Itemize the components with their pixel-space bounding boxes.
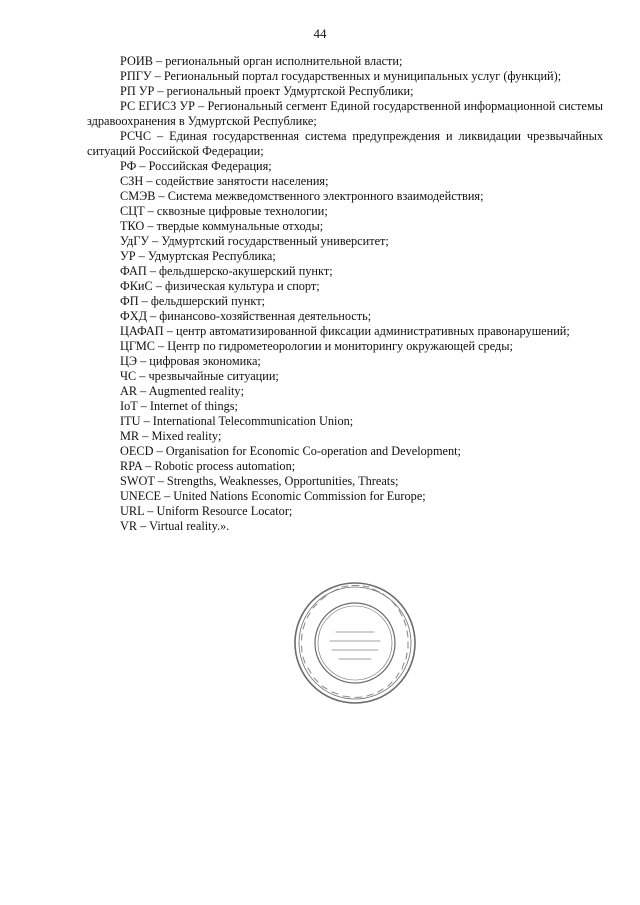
abbreviation-term: ФАП	[120, 264, 147, 278]
abbreviation-separator: –	[146, 309, 160, 323]
abbreviation-separator: –	[144, 219, 157, 233]
abbreviation-term: СЦТ	[120, 204, 145, 218]
abbreviation-definition: Mixed reality;	[151, 429, 222, 443]
abbreviation-definition: Удмуртский государственный университет;	[161, 234, 389, 248]
abbreviation-definition: Robotic process automation;	[154, 459, 296, 473]
abbreviation-term: ФКиС	[120, 279, 153, 293]
abbreviation-term: UNECE	[120, 489, 161, 503]
abbreviation-definition: региональный проект Удмуртской Республики;	[166, 84, 414, 98]
abbreviation-definition: Единая государственная система предупреждения и ликвидации чрезвычайных ситуаций Российской Федерации;	[87, 129, 604, 158]
abbreviation-definition: Региональный портал государственных и муниципальных услуг (функций);	[163, 69, 562, 83]
abbreviation-separator: –	[161, 489, 174, 503]
abbreviation-definition: Augmented reality;	[148, 384, 244, 398]
abbreviation-term: IoT	[120, 399, 138, 413]
abbreviation-term: VR	[120, 519, 138, 533]
abbreviation-term: AR	[120, 384, 138, 398]
abbreviation-definition: Центр по гидрометеорологии и мониторингу окружающей среды;	[167, 339, 513, 353]
abbreviation-term: ЧС	[120, 369, 137, 383]
abbreviation-separator: –	[138, 294, 151, 308]
abbreviation-definition: региональный орган исполнительной власти;	[165, 54, 403, 68]
abbreviation-separator: –	[149, 234, 162, 248]
abbreviation-item	[87, 54, 603, 69]
abbreviation-term: РП УР	[120, 84, 155, 98]
abbreviation-separator: –	[136, 369, 149, 383]
abbreviation-term: RPA	[120, 459, 143, 473]
abbreviation-separator: –	[151, 129, 170, 143]
abbreviation-separator: –	[153, 444, 166, 458]
abbreviation-term: УдГУ	[120, 234, 150, 248]
abbreviation-separator: –	[144, 504, 157, 518]
abbreviation-separator: –	[146, 264, 159, 278]
abbreviation-item	[87, 219, 603, 234]
abbreviation-item	[87, 444, 603, 459]
abbreviation-definition: содействие занятости населения;	[155, 174, 329, 188]
abbreviation-definition: цифровая экономика;	[149, 354, 261, 368]
abbreviation-item	[87, 504, 603, 519]
abbreviation-item	[87, 489, 603, 504]
abbreviation-item	[87, 414, 603, 429]
abbreviation-item	[87, 264, 603, 279]
abbreviation-item	[87, 129, 603, 159]
abbreviation-term: ITU	[120, 414, 141, 428]
abbreviation-separator: –	[144, 204, 157, 218]
abbreviation-definition: Региональный сегмент Единой государственной информационной системы здравоохранения в Удмуртской Республике;	[87, 99, 604, 128]
abbreviation-definition: фельдшерский пункт;	[150, 294, 265, 308]
abbreviation-term: SWOT	[120, 474, 155, 488]
abbreviation-separator: –	[140, 414, 153, 428]
abbreviation-item	[87, 189, 603, 204]
abbreviation-separator: –	[139, 429, 152, 443]
abbreviation-separator: –	[136, 159, 149, 173]
abbreviation-item	[87, 354, 603, 369]
abbreviation-separator: –	[137, 519, 150, 533]
abbreviation-item	[87, 69, 603, 84]
abbreviation-separator: –	[137, 384, 149, 398]
abbreviation-definition: финансово-хозяйственная деятельность;	[159, 309, 372, 323]
abbreviation-separator: –	[152, 54, 166, 68]
abbreviation-term: РОИВ	[120, 54, 153, 68]
abbreviation-term: СМЭВ	[120, 189, 156, 203]
abbreviation-item	[87, 84, 603, 99]
abbreviation-term: OECD	[120, 444, 154, 458]
abbreviation-item	[87, 234, 603, 249]
abbreviation-definition: физическая культура и спорт;	[165, 279, 320, 293]
abbreviation-separator: –	[163, 324, 176, 338]
abbreviation-definition: International Telecommunication Union;	[152, 414, 354, 428]
abbreviation-separator: –	[137, 399, 150, 413]
abbreviation-item	[87, 519, 603, 534]
abbreviation-separator: –	[155, 189, 168, 203]
abbreviation-separator: –	[152, 279, 165, 293]
abbreviation-definition: сквозные цифровые технологии;	[156, 204, 328, 218]
abbreviation-item	[87, 459, 603, 474]
abbreviation-item	[87, 204, 603, 219]
abbreviation-term: РС ЕГИСЗ УР	[120, 99, 195, 113]
page-number: 44	[313, 26, 327, 41]
abbreviation-term: ЦГМС	[120, 339, 155, 353]
abbreviation-item	[87, 99, 603, 129]
abbreviation-item	[87, 159, 603, 174]
abbreviation-separator: –	[154, 339, 168, 353]
abbreviation-item	[87, 339, 603, 354]
round-seal-icon	[292, 580, 418, 706]
abbreviation-term: ФХД	[120, 309, 147, 323]
abbreviation-definition: United Nations Economic Commission for Europe;	[173, 489, 426, 503]
abbreviation-term: URL	[120, 504, 145, 518]
abbreviation-definition: чрезвычайные ситуации;	[148, 369, 279, 383]
abbreviation-item	[87, 294, 603, 309]
abbreviation-separator: –	[143, 174, 156, 188]
abbreviation-item	[87, 369, 603, 384]
abbreviation-term: ТКО	[120, 219, 145, 233]
abbreviation-definition: Uniform Resource Locator;	[156, 504, 293, 518]
abbreviation-definition: фельдшерско-акушерский пункт;	[159, 264, 333, 278]
abbreviation-definition: центр автоматизированной фиксации административных правонарушений;	[175, 324, 570, 338]
abbreviation-item	[87, 249, 603, 264]
abbreviation-term: РФ	[120, 159, 137, 173]
abbreviation-definition: Organisation for Economic Co-operation and Development;	[165, 444, 461, 458]
abbreviation-item	[87, 474, 603, 489]
abbreviation-separator: –	[142, 459, 155, 473]
abbreviation-term: MR	[120, 429, 140, 443]
abbreviation-item	[87, 309, 603, 324]
abbreviation-definition: Internet of things;	[149, 399, 238, 413]
abbreviation-definition: Strengths, Weaknesses, Opportunities, Threats;	[166, 474, 399, 488]
abbreviation-separator: –	[137, 354, 150, 368]
abbreviation-definition: Российская Федерация;	[148, 159, 272, 173]
abbreviation-definition: Virtual reality.».	[149, 519, 230, 533]
abbreviation-definition: Удмуртская Республика;	[147, 249, 276, 263]
abbreviation-separator: –	[154, 84, 167, 98]
abbreviation-term: РПГУ	[120, 69, 152, 83]
abbreviation-term: ЦЭ	[120, 354, 137, 368]
abbreviation-item	[87, 429, 603, 444]
abbreviation-term: ФП	[120, 294, 139, 308]
abbreviation-item	[87, 399, 603, 414]
abbreviation-separator: –	[154, 474, 167, 488]
abbreviation-separator: –	[135, 249, 148, 263]
abbreviation-definition: твердые коммунальные отходы;	[156, 219, 324, 233]
abbreviation-term: РСЧС	[120, 129, 152, 143]
abbreviation-separator: –	[194, 99, 208, 113]
abbreviation-term: ЦАФАП	[120, 324, 164, 338]
abbreviation-item	[87, 324, 603, 339]
abbreviation-list	[87, 54, 603, 534]
abbreviation-item	[87, 174, 603, 189]
abbreviation-definition: Система межведомственного электронного взаимодействия;	[167, 189, 484, 203]
abbreviation-term: УР	[120, 249, 136, 263]
abbreviation-term: СЗН	[120, 174, 144, 188]
abbreviation-item	[87, 384, 603, 399]
abbreviation-item	[87, 279, 603, 294]
abbreviation-separator: –	[151, 69, 164, 83]
